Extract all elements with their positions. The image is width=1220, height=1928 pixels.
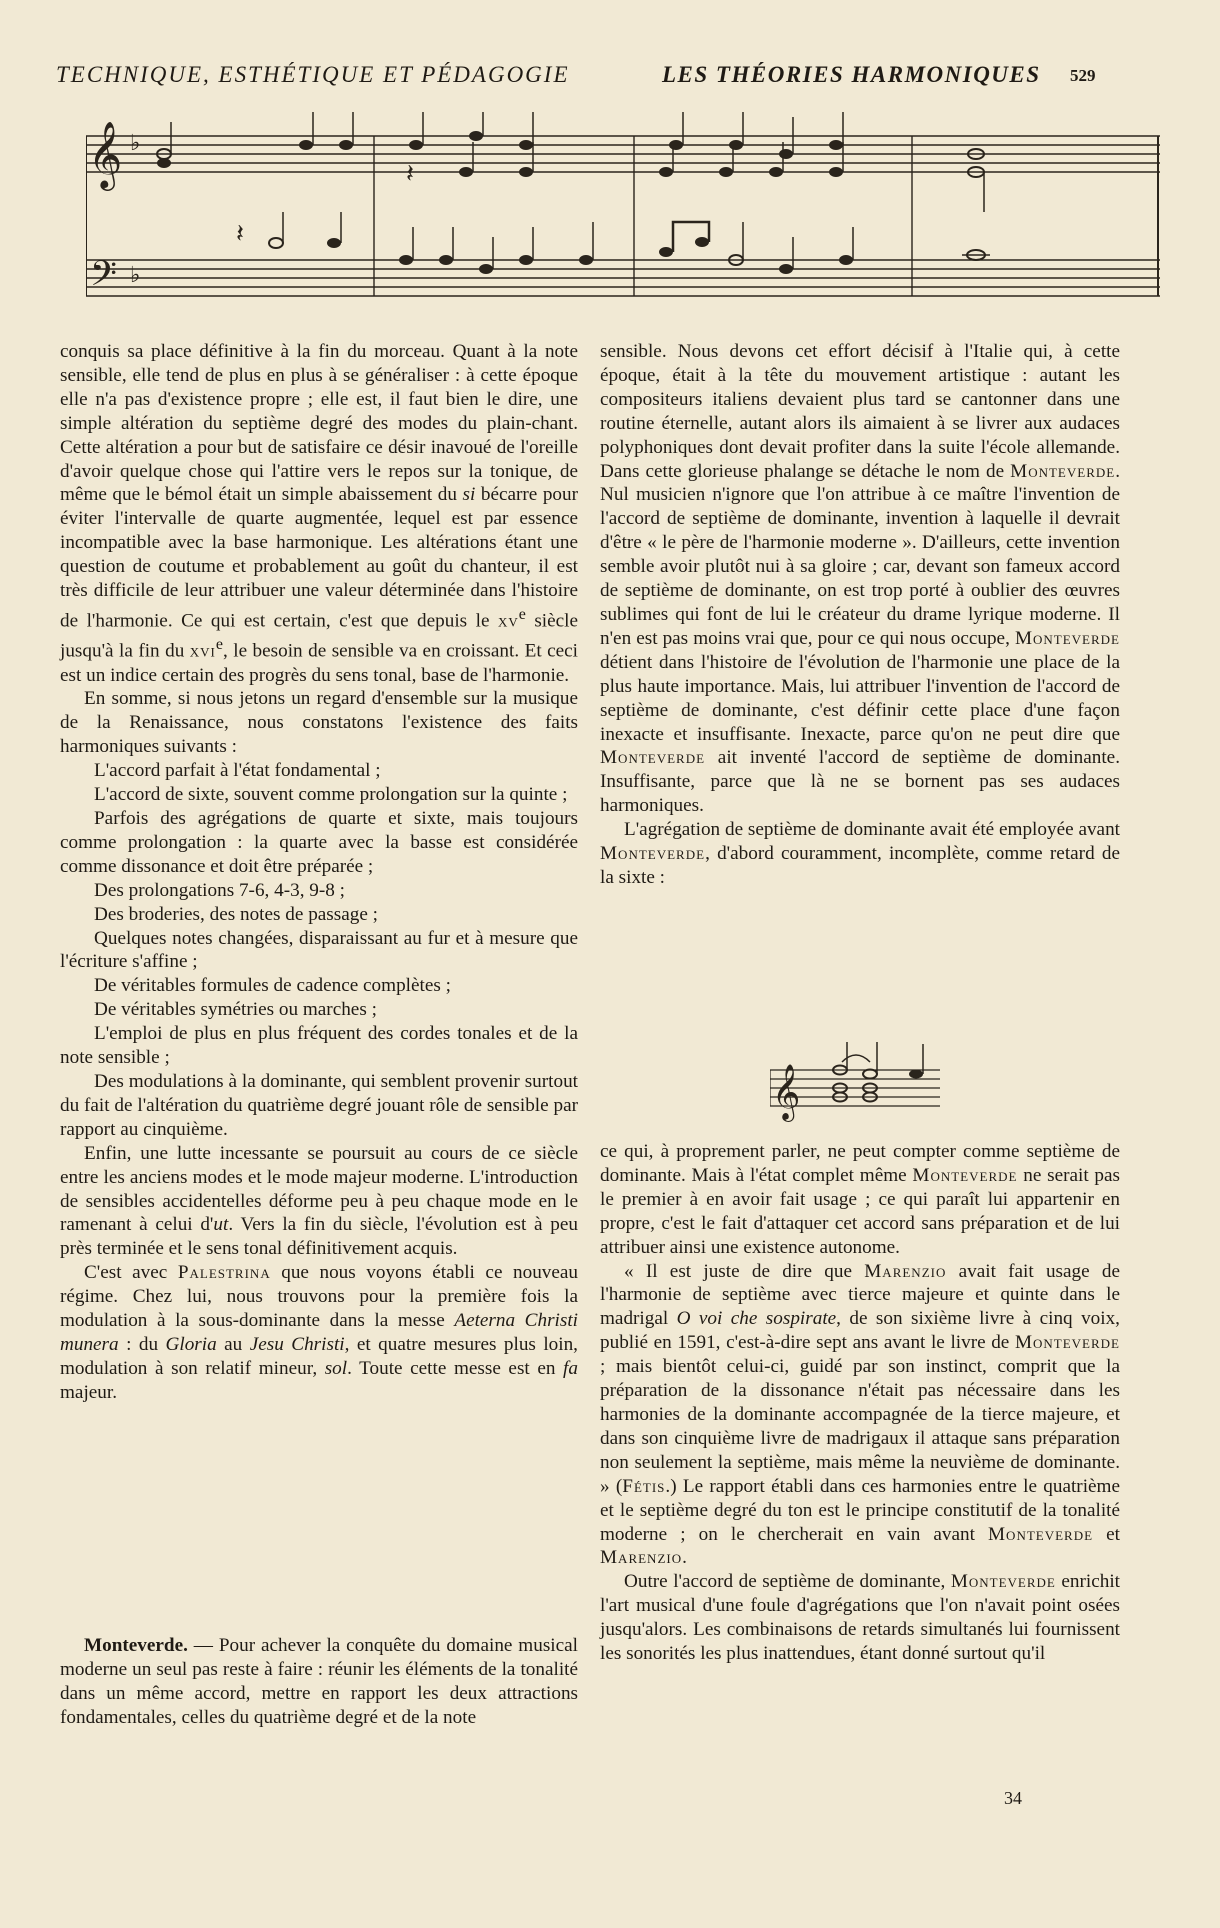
paragraph: « Il est juste de dire que Marenzio avait fait usage de l'harmonie de septième avec tierce majeure et quinte dans le madrigal O voi che sospirate, de son sixième livre à cinq voix, publié en 1591, c'est-à-dire sept ans avant le livre de Monteverde ; mais bientôt celui-ci, guidé par son instinct, comprit que la préparation de la dissonance n'était pas nécessaire dans les harmonies de la dominante accompagnée de la tierce majeure, et dans son cinquième livre de madrigaux il attaque sans préparation non seulement la septième, mais même la neuvième de dominante. » (Fétis.) Le rapport établi dans ces harmonies entre le quatrième et le septième degré du ton est le principe constitutif de la tonalité moderne ; on le chercherait en vain avant Monteverde et Marenzio. [600,1260,1121,1569]
list-item: Des prolongations 7-6, 4-3, 9-8 ; [94,879,346,901]
paragraph: Enfin, une lutte incessante se poursuit au cours de ce siècle entre les anciens modes et le mode majeur moderne. L'introduction de sensibles accidentelles déforme peu à peu chaque mode en le ramenant à celui d'ut. Vers la fin du siècle, l'évolution est à peu près terminée et le sens tonal définitivement acquis. [60,1142,578,1260]
list-item: L'emploi de plus en plus fréquent des cordes tonales et de la note sensible ; [60,1023,578,1069]
running-header [56,62,1100,96]
column-right-top [600,340,1120,890]
section-heading: Monteverde. [84,1635,188,1656]
column-right-bottom [600,1140,1120,1666]
svg-text:𝄽: 𝄽 [236,219,244,249]
list-item: Des modulations à la dominante, qui semblent provenir surtout du fait de l'altération du quatrième degré jouant rôle de sensible par rapport au cinquième. [60,1070,578,1140]
paragraph: C'est avec Palestrina que nous voyons établi ce nouveau régime. Chez lui, nous trouvons pour la première fois la modulation à la sous-dominante dans la messe Aeterna Christi munera : du Gloria au Jesu Christi, et quatre mesures plus loin, modulation à son relatif mineur, sol. Toute cette messe est en fa majeur. [60,1262,579,1403]
bass-clef-icon: 𝄢 [90,253,118,302]
svg-text:𝄽: 𝄽 [406,159,414,189]
treble-clef-icon: 𝄞 [88,120,123,188]
paragraph: En somme, si nous jetons un regard d'ensemble sur la musique de la Renaissance, nous constatons l'existence des faits harmoniques suivants : [60,688,578,758]
list-item: Quelques notes changées, disparaissant au fur et à mesure que l'écriture s'affine ; [60,927,578,973]
flat-icon: ♭ [130,263,141,288]
header-right: LES THÉORIES HARMONIQUES [662,62,1041,87]
column-left-top [60,340,578,1405]
treble-staff [86,136,1160,172]
list-item: De véritables symétries ou marches ; [94,999,377,1021]
paragraph: L'agrégation de septième de dominante avait été employée avant Monteverde, d'abord couramment, incomplète, comme retard de la sixte : [600,819,1120,888]
list-item: De véritables formules de cadence complètes ; [94,975,451,997]
signature-mark: 34 [1004,1788,1022,1808]
paragraph: Monteverde. — Pour achever la conquête du domaine musical moderne un seul pas reste à faire : réunir les éléments de la tonalité dans un même accord, mettre en rapport les deux attractions fondamentales, celles du quatrième degré et de la note [60,1635,578,1728]
column-left-bottom [60,1634,578,1730]
paragraph: sensible. Nous devons cet effort décisif à l'Italie qui, à cette époque, était à la tête du mouvement artistique : autant les compositeurs italiens devaient plus tard se cantonner dans une routine éternelle, autant alors ils aimaient à se livrer aux audaces polyphoniques dont devait profiter dans la suite l'école allemande. Dans cette glorieuse phalange se détache le nom de Monteverde. Nul musicien n'ignore que l'on attribue à ce maître l'invention de l'accord de septième de dominante, invention à laquelle il devrait d'être « le père de l'harmonie moderne ». D'ailleurs, cette invention semble avoir plutôt nui à sa gloire ; car, devant son fameux accord de septième de dominante, on est trop porté à oublier des œuvres sublimes qui font de lui le créateur du drame lyrique moderne. Il n'en est pas moins vrai que, pour ce qui nous occupe, Monteverde détient dans l'histoire de l'évolution de l'harmonie une place de la plus haute importance. Mais, lui attribuer l'invention de l'accord de septième de dominante, c'est définir cette place d'une façon inexacte et insuffisante. Inexacte, parce qu'on ne peut dire que Monteverde ait inventé l'accord de septième de dominante. Insuffisante, parce que là ne se bornent pas ses audaces harmoniques. [600,341,1120,817]
list-item: L'accord de sixte, souvent comme prolongation sur la quinte ; [94,784,568,806]
paragraph: Outre l'accord de septième de dominante, Monteverde enrichit l'art musical d'une foule d'agrégations que l'on n'avait point osées jusqu'alors. Les combinaisons de retards simultanés lui fournissent les sonorités les plus inattendues, étant donné surtout qu'il [600,1571,1120,1665]
header-left: TECHNIQUE, ESTHÉTIQUE ET PÉDAGOGIE [56,62,570,87]
treble-clef-icon: 𝄞 [772,1064,801,1120]
bass-staff [86,260,1160,296]
paragraph: ce qui, à proprement parler, ne peut compter comme septième de dominante. Mais à l'état complet même Monteverde ne serait pas le premier à en avoir fait usage ; ce qui paraît lui appartenir en propre, c'est le fait d'attaquer cet accord sans préparation et de lui attribuer ainsi une existence autonome. [600,1141,1120,1258]
list-item: Parfois des agrégations de quarte et sixte, mais toujours comme prolongation : la quarte avec la basse est considérée comme dissonance et doit être préparée ; [60,808,578,877]
music-score [86,112,1160,312]
list-item: L'accord parfait à l'état fondamental ; [94,760,381,782]
list-item: Des broderies, des notes de passage ; [94,903,378,925]
flat-icon: ♭ [130,131,141,156]
page-number: 529 [1070,66,1096,85]
music-example [770,1040,940,1126]
paragraph: conquis sa place définitive à la fin du morceau. Quant à la note sensible, elle tend de plus en plus à se généraliser : à cette époque elle n'a pas d'existence propre ; elle est, il faut bien le dire, une simple altération du septième degré des modes du plain-chant. Cette altération a pour but de satisfaire ce désir inavoué de l'oreille d'avoir quelque chose qui l'attire vers le repos sur la tonique, de même que le bémol était un simple abaissement du si bécarre pour éviter l'intervalle de quarte augmentée, lequel est par essence incompatible avec la base harmonique. Les altérations étant une question de coutume et probablement au goût du chanteur, il est très difficile de leur attribuer une valeur déterminée dans l'histoire de l'harmonie. Ce qui est certain, c'est que depuis le $xv^e$ siècle jusqu'à la fin du xvi$^e$, le besoin de sensible va en croissant. Et ceci est un indice certain des progrès du sens tonal, base de l'harmonie. [60,341,578,686]
